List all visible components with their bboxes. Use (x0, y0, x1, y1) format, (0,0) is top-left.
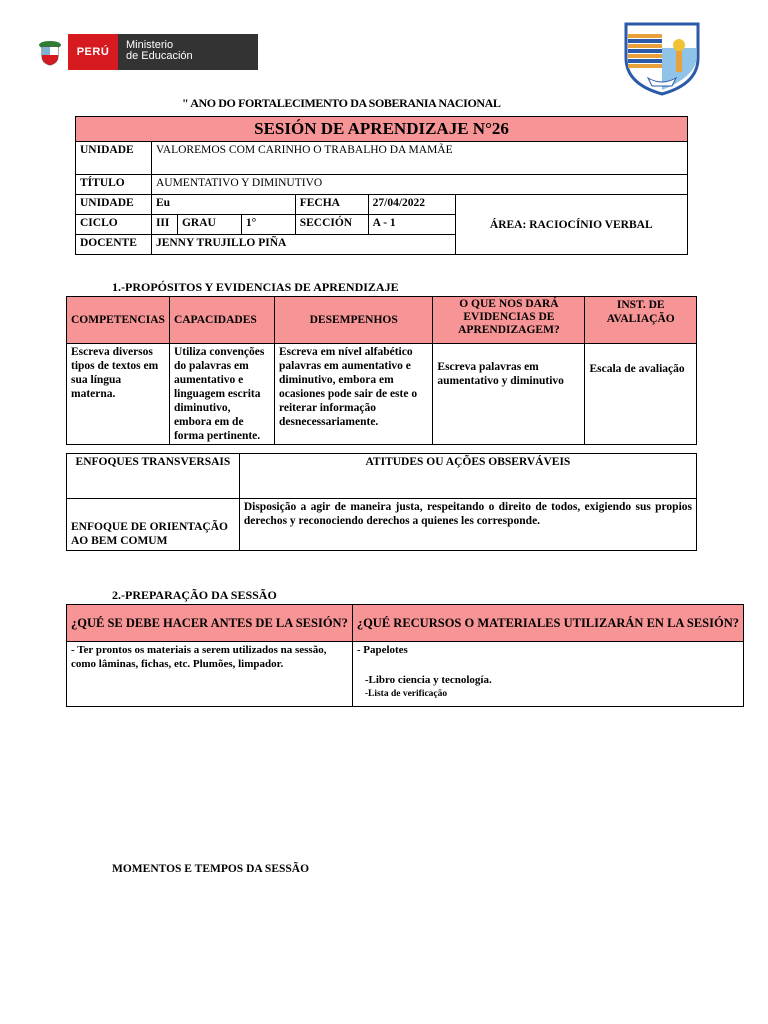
titulo-label: TÍTULO (76, 175, 152, 195)
area-label: ÁREA: RACIOCÍNIO VERBAL (455, 195, 687, 255)
header-desempenhos: DESEMPENHOS (274, 297, 432, 344)
enfoque-bem-comum: ENFOQUE DE ORIENTAÇÃO AO BEM COMUM (67, 499, 240, 551)
antes-text: - Ter prontos os materiais a serem utilizados na sessão, como lâminas, fichas, etc. Plumões, limpador. (67, 642, 353, 707)
unidade-label: UNIDADE (76, 142, 152, 175)
purposes-table (66, 296, 697, 445)
fecha-label: FECHA (295, 195, 368, 215)
seccion-label: SECCIÓN (295, 215, 368, 235)
enfoques-table (66, 453, 697, 551)
unidade2-label: UNIDADE (76, 195, 152, 215)
cell-desempenho: Escreva em nível alfabético palavras em aumentativo e diminutivo, embora em ocasiones pode sair de este o reiterar informação desnecessariamente. (274, 344, 432, 445)
ministry-label (118, 34, 258, 70)
seccion-value: A - 1 (368, 215, 455, 235)
cell-competencia: Escreva diversos tipos de textos em sua língua materna. (67, 344, 170, 445)
header-inst-avaliacao: INST. DE AVALIAÇÃO (585, 297, 697, 344)
ministry-line-1: Ministerio (126, 39, 174, 51)
unidade2-value: Eu (151, 195, 295, 215)
ciclo-value: III (151, 215, 177, 235)
header-evidencias: O QUE NOS DARÁ EVIDENCIAS DE APRENDIZAGEM? (433, 297, 585, 344)
header-competencias: COMPETENCIAS (67, 297, 170, 344)
cell-evidencia: Escreva palavras em aumentativo y diminutivo (433, 344, 585, 445)
cell-capacidade: Utiliza convenções do palavras em aumentativo e linguagem escrita diminutivo, embora em de forma pertinente. (169, 344, 274, 445)
spacer (357, 657, 739, 673)
section2-heading: 2.-PREPARAÇÃO DA SESSÃO (112, 588, 277, 602)
section1-heading: 1.-PROPÓSITOS Y EVIDENCIAS DE APRENDIZAJE (112, 280, 399, 294)
peru-coat-of-arms-icon (32, 34, 68, 70)
enfoques-header: ENFOQUES TRANSVERSAIS (67, 454, 240, 499)
peru-label: PERÚ (68, 34, 118, 70)
fecha-value: 27/04/2022 (368, 195, 455, 215)
atitudes-header: ATITUDES OU AÇÕES OBSERVÁVEIS (239, 454, 696, 499)
school-crest-icon (622, 20, 702, 96)
recurso-lista: -Lista de verificação (364, 689, 448, 699)
grau-label: GRAU (177, 215, 241, 235)
section3-heading: MOMENTOS E TEMPOS DA SESSÃO (112, 863, 310, 875)
unidade-value: VALOREMOS COM CARINHO O TRABALHO DA MAMÃE (151, 142, 687, 175)
session-info-table (75, 116, 688, 255)
minedu-logo (32, 34, 258, 70)
header-capacidades: CAPACIDADES (169, 297, 274, 344)
recursos-header: ¿QUÉ RECURSOS O MATERIALES UTILIZARÁN EN LA SESIÓN? (352, 605, 743, 642)
ciclo-label: CICLO (76, 215, 152, 235)
ministry-line-2: de Educación (126, 50, 193, 62)
docente-value: JENNY TRUJILLO PIÑA (151, 235, 455, 255)
recursos-list (352, 642, 743, 707)
year-motto: " ANO DO FORTALECIMENTO DA SOBERANIA NACIONAL (182, 96, 501, 110)
grau-value: 1° (241, 215, 295, 235)
preparation-table (66, 604, 744, 707)
docente-label: DOCENTE (76, 235, 152, 255)
atitude-description: Disposição a agir de maneira justa, respeitando o direito de todos, exigiendo sus propios derechos y reconociendo derechos a quienes les corresponde. (239, 499, 696, 551)
recurso-libro: -Libro ciencia y tecnología. (364, 674, 492, 686)
recurso-papelotes: - Papelotes (356, 644, 408, 656)
antes-header: ¿QUÉ SE DEBE HACER ANTES DE LA SESIÓN? (67, 605, 353, 642)
cell-instrumento: Escala de avaliação (585, 344, 697, 445)
session-title: SESIÓN DE APRENDIZAJE N°26 (76, 117, 688, 142)
titulo-value: AUMENTATIVO Y DIMINUTIVO (151, 175, 687, 195)
